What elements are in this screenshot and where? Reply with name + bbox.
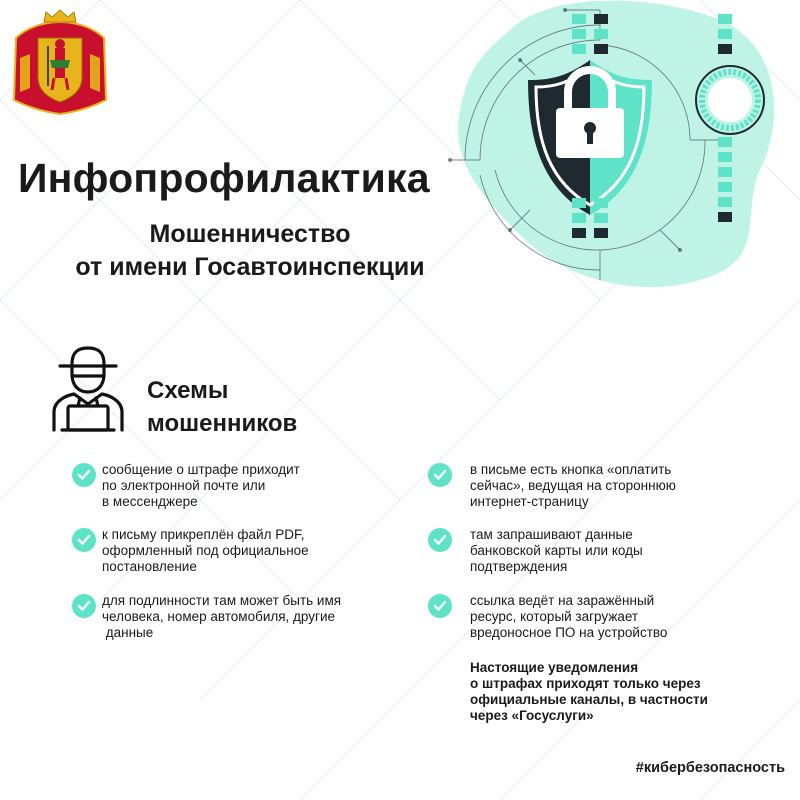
scheme-text [102, 593, 341, 641]
subtitle-line: от имени Госавтоинспекции [75, 253, 425, 281]
scheme-item [72, 462, 300, 510]
page-title: Инфопрофилактика [18, 155, 430, 201]
page-subtitle [10, 218, 490, 284]
check-circle-icon [428, 594, 452, 618]
scheme-line: банковской карты или коды [470, 543, 643, 558]
section-title [147, 374, 297, 440]
scheme-item [428, 462, 676, 510]
section-title-line: мошенников [147, 410, 298, 437]
official-channels-note [470, 660, 770, 724]
check-circle-icon [428, 528, 452, 552]
scheme-item [72, 527, 309, 575]
hacker-icon [48, 346, 128, 432]
scheme-line: постановление [102, 559, 197, 574]
scheme-line: человека, номер автомобиля, другие [102, 609, 336, 624]
scheme-line: в письме есть кнопка «оплатить [470, 462, 672, 477]
check-circle-icon [428, 463, 452, 487]
scheme-text [102, 527, 309, 575]
section-title-line: Схемы [147, 377, 229, 404]
shield-lock-illustration [440, 0, 800, 290]
scheme-item [428, 527, 643, 575]
scheme-line: ссылка ведёт на заражённый [470, 593, 655, 608]
scheme-line: по электронной почте или [102, 478, 266, 493]
scheme-line: для подлинности там может быть имя [102, 593, 342, 608]
scheme-line: в мессенджере [102, 494, 198, 509]
note-line: о штрафах приходят только через [470, 676, 701, 691]
scheme-line: ресурс, который загружает [470, 609, 639, 624]
check-circle-icon [72, 463, 96, 487]
scheme-line: там запрашивают данные [470, 527, 633, 542]
scheme-line: сейчас», ведущая на стороннюю [470, 478, 676, 493]
check-circle-icon [72, 528, 96, 552]
check-circle-icon [72, 594, 96, 618]
scheme-item [428, 593, 667, 641]
coat-of-arms-emblem [10, 8, 110, 118]
scheme-item [72, 593, 341, 641]
scheme-line: интернет-страницу [470, 494, 589, 509]
scheme-line: данные [102, 625, 154, 640]
note-line: официальные каналы, в частности [470, 692, 708, 707]
hashtag: #кибербезопасность [635, 760, 785, 776]
scheme-line: вредоносное ПО на устройство [470, 625, 668, 640]
scheme-text [470, 527, 643, 575]
scheme-text [470, 462, 676, 510]
scheme-line: оформленный под официальное [102, 543, 309, 558]
scheme-text [102, 462, 300, 510]
scheme-line: к письму прикреплён файл PDF, [102, 527, 305, 542]
note-line: Настоящие уведомления [470, 660, 639, 675]
scheme-text [470, 593, 667, 641]
scheme-line: сообщение о штрафе приходит [102, 462, 300, 477]
subtitle-line: Мошенничество [149, 220, 351, 248]
note-line: через «Госуслуги» [470, 708, 594, 723]
scheme-line: подтверждения [470, 559, 568, 574]
